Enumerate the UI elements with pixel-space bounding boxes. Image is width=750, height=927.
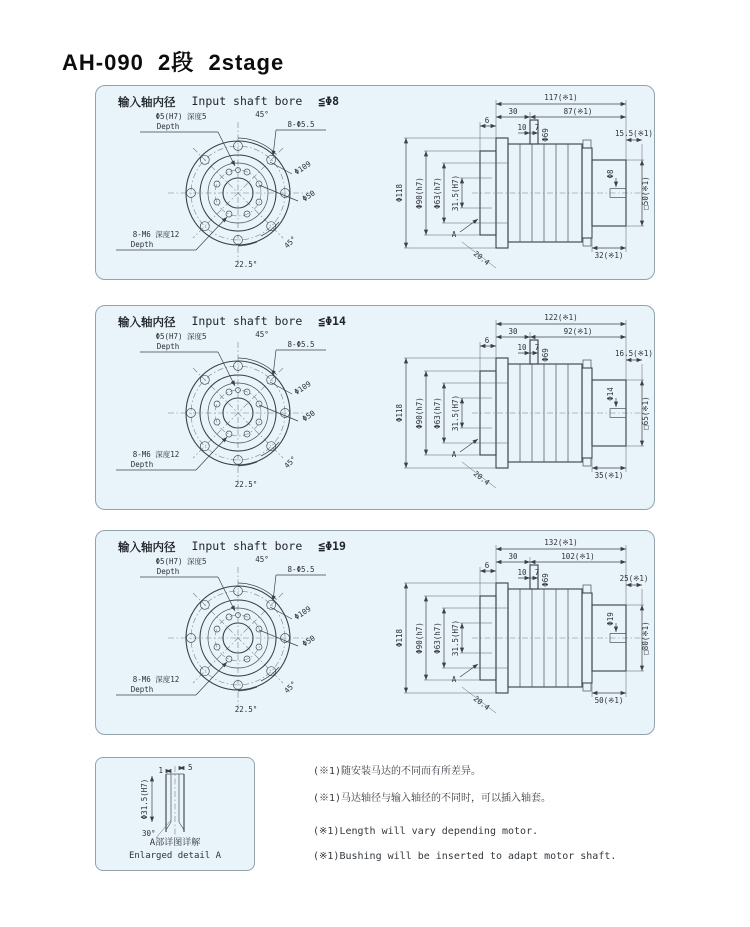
front-angle-top-label: 45° [255,330,269,339]
bolt-circle-label: Φ109 [292,379,313,397]
footnote-cn-1: (※1)随安装马达的不同而有所差异。 [313,766,482,777]
dim-rear-length-label: 32(※1) [594,251,624,260]
tap-holes-label: 8-M6 深度12 [132,450,180,459]
panel-header-bore-value: ≦Φ14 [318,314,346,328]
detail-bore-label: Φ31.5(H7) [140,778,149,820]
detail-dim5-label: 5 [188,763,193,772]
dim-7-label: 7 [534,568,540,577]
front-view [116,555,326,714]
dim-square-flange-label: □50(※1) [641,176,650,210]
bolt-holes-label: 8-Φ5.5 [287,340,315,349]
side-view [395,313,653,488]
dim-rear-length-label: 35(※1) [594,471,624,480]
detail-dim1-label: 1 [158,766,163,775]
page-title: AH-090 2段 2stage [62,50,285,75]
dim-6-label: 6 [484,336,490,345]
panel-header-cn: 输入轴内径 [118,95,176,109]
dim-dia118-label: Φ118 [395,403,404,423]
dim-shaft-bore-label: Φ14 [606,387,615,401]
front-view [116,110,326,269]
detail-angle-label: 30° [142,829,156,838]
dim-30-label: 30 [508,327,518,336]
gearbox-body [480,340,626,468]
dim-segment-label: 102(※1) [561,552,595,561]
front-angle-half-label: 22.5° [234,705,258,714]
front-angle-half-label: 22.5° [234,480,258,489]
front-angle-top-label: 45° [255,110,269,119]
dim-bore315-label: 31.5(H7) [451,619,460,657]
technical-drawing [96,531,654,734]
tap-holes-label-en: Depth [130,240,154,249]
spec-panel-1 [95,85,655,280]
dim-segment-label: 92(※1) [563,327,593,336]
dim-dia69-label: Φ69 [541,348,550,362]
dim-dia63-label: Φ63(h7) [433,622,442,654]
panel-header-cn: 输入轴内径 [118,540,176,554]
detail-a-ref-label: A [451,675,457,684]
front-view [116,330,326,489]
panel-header [118,314,346,330]
dim-dia90-label: Φ90(h7) [415,397,424,429]
dim-square-flange-label: □65(※1) [641,396,650,430]
dim-7-label: 7 [534,123,540,132]
dim-dia118-label: Φ118 [395,183,404,203]
panel-header-en: Input shaft bore [191,94,303,108]
panel-header-en: Input shaft bore [191,539,303,553]
detail-a-ref-label: A [451,450,457,459]
tap-holes-label-en: Depth [130,460,154,469]
dim-dia69-label: Φ69 [541,573,550,587]
dim-total-length-label: 122(※1) [544,313,578,322]
dim-dia90-label: Φ90(h7) [415,622,424,654]
dowel-hole-label: Φ5(H7) 深度5 [155,112,207,121]
panel-header-bore-value: ≦Φ8 [318,94,340,108]
dim-bore315-label: 31.5(H7) [451,174,460,212]
dim-segment-label: 87(※1) [563,107,593,116]
tap-holes-label: 8-M6 深度12 [132,675,180,684]
detail-caption [96,837,254,863]
spec-panel-2 [95,305,655,510]
tap-holes-label: 8-M6 深度12 [132,230,180,239]
dowel-hole-label-en: Depth [156,567,180,576]
dim-6-label: 6 [484,116,490,125]
front-angle-bottom-label: 45° [282,234,299,251]
enlarged-detail-panel [95,757,255,871]
dim-shaft-bore-label: Φ8 [606,169,615,179]
detail-a-ref-label: A [451,230,457,239]
detail-caption-en: Enlarged detail A [128,850,222,861]
dim-30-label: 30 [508,552,518,561]
side-view [395,93,653,268]
dim-bore315-label: 31.5(H7) [451,394,460,432]
front-angle-bottom-label: 45° [282,454,299,471]
dim-10-label: 10 [517,343,527,352]
dim-dia69-label: Φ69 [541,128,550,142]
dowel-hole-label: Φ5(H7) 深度5 [155,557,207,566]
dim-stickout-label: 25(※1) [619,574,649,583]
dim-total-length-label: 117(※1) [544,93,578,102]
technical-drawing [96,86,654,280]
technical-drawing [96,306,654,509]
panel-header-cn: 输入轴内径 [118,315,176,329]
dim-stickout-label: 16.5(※1) [615,349,653,358]
front-angle-bottom-label: 45° [282,679,299,696]
gearbox-body [480,120,626,248]
dim-204-label: 20.4 [471,468,492,488]
dim-square-flange-label: □80(※1) [641,621,650,655]
footnote-en-1: (※1)Length will vary depending motor. [313,826,539,837]
dowel-hole-label-en: Depth [156,342,180,351]
dim-204-label: 20.4 [471,693,492,713]
pitch-circle-label: Φ50 [300,408,317,424]
panel-header [118,539,346,555]
dim-7-label: 7 [534,343,540,352]
dowel-hole-label: Φ5(H7) 深度5 [155,332,207,341]
bolt-circle-label: Φ109 [292,604,313,622]
dim-rear-length-label: 50(※1) [594,696,624,705]
front-angle-half-label: 22.5° [234,260,258,269]
dim-stickout-label: 15.5(※1) [615,129,653,138]
dim-204-label: 20.4 [471,248,492,268]
dowel-hole-label-en: Depth [156,122,180,131]
dim-10-label: 10 [517,123,527,132]
footnote-en-2: (※1)Bushing will be inserted to adapt motor shaft. [313,851,617,862]
dim-10-label: 10 [517,568,527,577]
dim-30-label: 30 [508,107,518,116]
front-angle-top-label: 45° [255,555,269,564]
dim-dia63-label: Φ63(h7) [433,177,442,209]
bolt-holes-label: 8-Φ5.5 [287,120,315,129]
dim-dia118-label: Φ118 [395,628,404,648]
bolt-circle-label: Φ109 [292,159,313,177]
pitch-circle-label: Φ50 [300,633,317,649]
dim-total-length-label: 132(※1) [544,538,578,547]
dim-dia63-label: Φ63(h7) [433,397,442,429]
dim-shaft-bore-label: Φ19 [606,612,615,626]
spec-panel-3 [95,530,655,735]
panel-header-en: Input shaft bore [191,314,303,328]
dim-dia90-label: Φ90(h7) [415,177,424,209]
enlarged-detail-drawing [96,758,254,840]
detail-caption-cn: A部详图详解 [149,837,201,848]
side-view [395,538,650,713]
gearbox-body [480,565,626,693]
tap-holes-label-en: Depth [130,685,154,694]
pitch-circle-label: Φ50 [300,188,317,204]
dim-6-label: 6 [484,561,490,570]
footnote-cn-2: (※1)马达轴径与输入轴径的不同时，可以插入轴套。 [313,793,552,804]
footnotes [313,756,673,876]
panel-header [118,94,339,110]
panel-header-bore-value: ≦Φ19 [318,539,346,553]
bolt-holes-label: 8-Φ5.5 [287,565,315,574]
